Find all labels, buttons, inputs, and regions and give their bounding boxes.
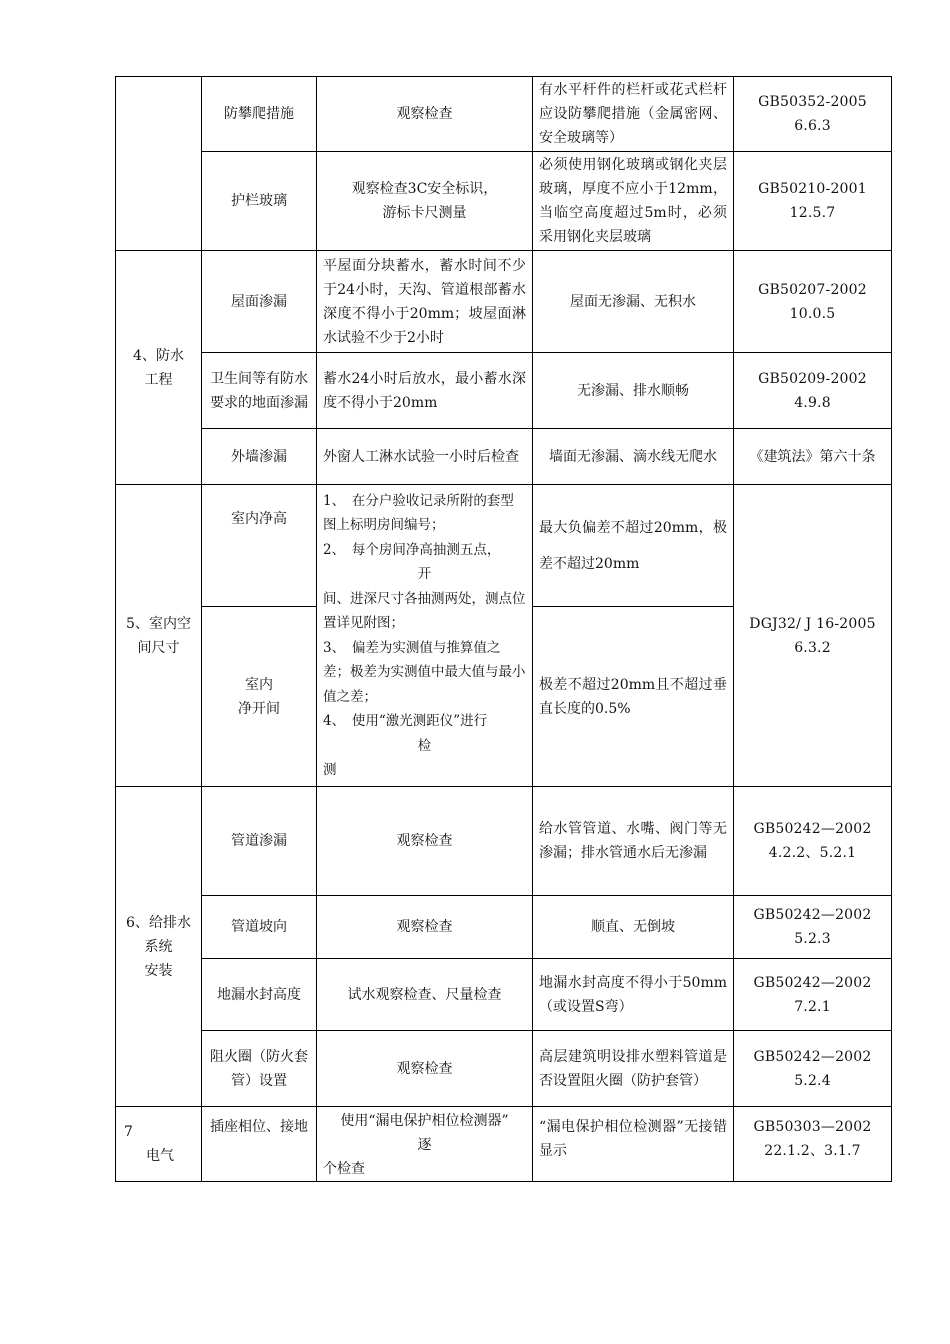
category-line: 系统	[144, 938, 173, 955]
item-cell: 地漏水封高度	[202, 959, 317, 1031]
category-line: 安装	[144, 962, 173, 979]
method-cell	[317, 1107, 533, 1182]
standard-cell: 极差不超过20mm且不超过垂直长度的0.5%	[533, 607, 734, 787]
standard-cell: 顺直、无倒坡	[533, 896, 734, 959]
method-cell: 观察检查	[317, 77, 533, 152]
category-line: 4、防水	[133, 347, 184, 364]
standard-cell: 最大负偏差不超过20mm，极差不超过20mm	[533, 485, 734, 607]
method-cell: 试水观察检查、尺量检查	[317, 959, 533, 1031]
method-paragraph: 检	[417, 737, 432, 754]
basis-line: GB50303—2002	[753, 1119, 872, 1135]
category-line: 间尺寸	[137, 639, 180, 656]
basis-cell	[734, 1107, 892, 1182]
method-line: 游标卡尺测量	[382, 205, 467, 221]
acceptance-table	[115, 76, 892, 1182]
method-cell: 平屋面分块蓄水，蓄水时间不少于24小时，天沟、管道根部蓄水深度不得小于20mm；坡屋面淋水试验不少于2小时	[317, 251, 533, 353]
table-row	[116, 485, 892, 607]
table-row	[116, 959, 892, 1031]
category-cell-continued	[116, 77, 202, 251]
table-row	[116, 787, 892, 896]
method-paragraph: 4、 使用“激光测距仪”进行	[323, 713, 488, 729]
standard-cell: 高层建筑明设排水塑料管道是否设置阻火圈（防护套管）	[533, 1031, 734, 1107]
basis-cell: GB50352-2005 6.6.3	[734, 77, 892, 152]
item-line: 净开间	[238, 700, 280, 717]
standard-cell: 给水管管道、水嘴、阀门等无渗漏；排水管通水后无渗漏	[533, 787, 734, 896]
method-cell: 观察检查	[317, 787, 533, 896]
category-number: 7	[124, 1124, 133, 1140]
standard-cell: 屋面无渗漏、无积水	[533, 251, 734, 353]
table-row	[116, 1031, 892, 1107]
standard-cell: 墙面无渗漏、滴水线无爬水	[533, 429, 734, 485]
method-cell: 观察检查	[317, 896, 533, 959]
method-paragraph: 2、 每个房间净高抽测五点，	[323, 541, 501, 558]
method-paragraph: 测	[323, 762, 337, 778]
item-cell: 外墙渗漏	[202, 429, 317, 485]
basis-line: 22.1.2、3.1.7	[764, 1143, 861, 1159]
method-line: 观察检查3C安全标识，	[351, 181, 498, 197]
basis-cell	[734, 485, 892, 787]
category-cell	[116, 485, 202, 787]
category-name: 电气	[146, 1148, 174, 1164]
standard-cell: 地漏水封高度不得小于50mm（或设置S弯）	[533, 959, 734, 1031]
item-cell: 卫生间等有防水要求的地面渗漏	[202, 353, 317, 429]
method-paragraph: 间、进深尺寸各抽测两处，测点位置详见附图；	[323, 590, 526, 631]
category-cell	[116, 787, 202, 1107]
category-line: 6、给排水	[126, 914, 191, 931]
standard-cell: 必须使用钢化玻璃或钢化夹层玻璃，厚度不应小于12mm，当临空高度超过5m时，必须采用钢化夹层玻璃	[533, 152, 734, 251]
basis-line: DGJ32/ J 16-2005	[749, 615, 876, 632]
basis-line: 6.3.2	[794, 639, 831, 656]
basis-cell: GB50209-2002 4.9.8	[734, 353, 892, 429]
item-cell: 屋面渗漏	[202, 251, 317, 353]
table-row	[116, 353, 892, 429]
table-row	[116, 429, 892, 485]
basis-cell	[734, 787, 892, 896]
basis-cell: GB50210-2001 12.5.7	[734, 152, 892, 251]
item-cell: 护栏玻璃	[202, 152, 317, 251]
table-row	[116, 896, 892, 959]
method-cell: 蓄水24小时后放水，最小蓄水深度不得小于20mm	[317, 353, 533, 429]
standard-cell: 无渗漏、排水顺畅	[533, 353, 734, 429]
method-line: 逐	[417, 1137, 432, 1153]
basis-cell: GB50242—2002 5.2.3	[734, 896, 892, 959]
method-line: 个检查	[323, 1161, 365, 1177]
method-paragraph: 开	[417, 566, 432, 582]
method-paragraph: 1、 在分户验收记录所附的套型图上标明房间编号；	[323, 492, 514, 533]
item-cell: 插座相位、接地	[202, 1107, 317, 1182]
table-row	[116, 1107, 892, 1182]
basis-cell: 《建筑法》第六十条	[734, 429, 892, 485]
method-cell: 外窗人工淋水试验一小时后检查	[317, 429, 533, 485]
standard-cell: 有水平杆件的栏杆或花式栏杆应设防攀爬措施（金属密网、安全玻璃等）	[533, 77, 734, 152]
item-cell: 阻火圈（防火套管）设置	[202, 1031, 317, 1107]
method-line: 使用“漏电保护相位检测器”	[340, 1113, 509, 1129]
method-cell: 观察检查	[317, 1031, 533, 1107]
category-line: 5、室内空	[126, 615, 191, 632]
standard-cell: “漏电保护相位检测器”无接错显示	[533, 1107, 734, 1182]
table-row	[116, 77, 892, 152]
item-cell: 管道渗漏	[202, 787, 317, 896]
item-cell: 室内净高	[202, 485, 317, 607]
category-cell	[116, 251, 202, 485]
table-row	[116, 152, 892, 251]
method-cell	[317, 152, 533, 251]
category-cell	[116, 1107, 202, 1182]
method-paragraph: 3、 偏差为实测值与推算值之差；极差为实测值中最大值与最小值之差；	[323, 639, 526, 705]
item-cell: 防攀爬措施	[202, 77, 317, 152]
basis-cell: GB50207-2002 10.0.5	[734, 251, 892, 353]
item-cell	[202, 607, 317, 787]
table-row	[116, 251, 892, 353]
basis-line: GB50242—2002	[753, 821, 872, 837]
method-cell	[317, 485, 533, 787]
item-cell: 管道坡向	[202, 896, 317, 959]
category-line: 工程	[144, 371, 173, 388]
basis-line: 4.2.2、5.2.1	[768, 845, 857, 861]
basis-cell: GB50242—2002 5.2.4	[734, 1031, 892, 1107]
basis-cell: GB50242—2002 7.2.1	[734, 959, 892, 1031]
item-line: 室内	[245, 676, 273, 693]
